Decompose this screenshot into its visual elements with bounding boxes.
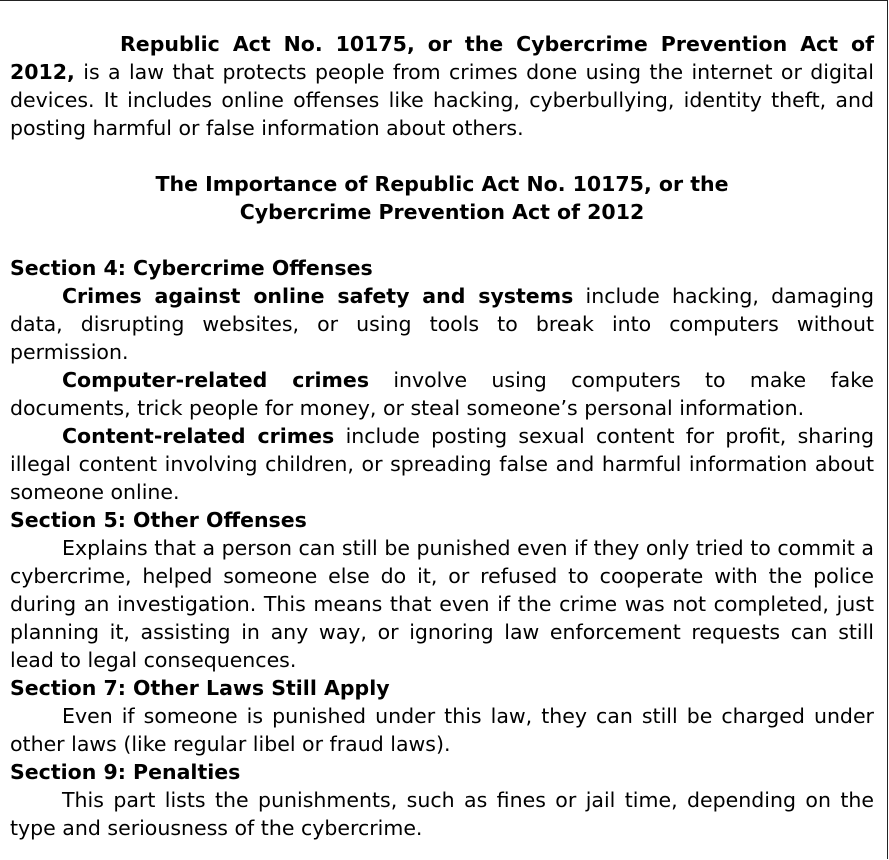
paragraph-lead: Content-related crimes	[62, 424, 335, 448]
section-title: Section 5: Other Offenses	[10, 508, 307, 532]
section-title: Section 4: Cybercrime Offenses	[10, 256, 373, 280]
act-title: Republic Act No. 10175, or the Cybercrime Prevention Act of 2012,	[10, 32, 874, 84]
section-paragraph	[10, 282, 874, 366]
section-paragraph: Even if someone is punished under this law, they can still be charged under other laws (like regular libel or fraud laws).	[10, 704, 874, 756]
paragraph-lead: Crimes against online safety and systems	[62, 284, 574, 308]
heading-line-1: The Importance of Republic Act No. 10175, or the	[155, 172, 729, 196]
paragraph-lead: Computer-related crimes	[62, 368, 370, 392]
document-heading	[10, 170, 874, 226]
paragraph-text: include posting sexual content for profit, sharing illegal content involving children, or spreading false and harmful information about someone online.	[10, 424, 874, 504]
section-7	[10, 674, 874, 758]
document-body	[10, 30, 874, 842]
section-paragraph	[10, 366, 874, 422]
section-4	[10, 254, 874, 506]
section-title: Section 7: Other Laws Still Apply	[10, 676, 390, 700]
paragraph-text: involve using computers to make fake documents, trick people for money, or steal someone’s personal information.	[10, 368, 874, 420]
section-paragraph: Explains that a person can still be punished even if they only tried to commit a cybercrime, helped someone else do it, or refused to cooperate with the police during an investigation. This means that even if the crime was not completed, just planning it, assisting in any way, or ignoring law enforcement requests can still lead to legal consequences.	[10, 536, 874, 672]
intro-text: is a law that protects people from crimes done using the internet or digital devices. It includes online offenses like hacking, cyberbullying, identity theft, and posting harmful or false information about others.	[10, 60, 874, 140]
section-paragraph: This part lists the punishments, such as fines or jail time, depending on the type and seriousness of the cybercrime.	[10, 788, 874, 840]
section-paragraph	[10, 422, 874, 506]
section-9	[10, 758, 874, 842]
section-5	[10, 506, 874, 674]
section-title: Section 9: Penalties	[10, 760, 241, 784]
heading-line-2: Cybercrime Prevention Act of 2012	[239, 200, 645, 224]
paragraph-text: include hacking, damaging data, disrupting websites, or using tools to break into computers without permission.	[10, 284, 874, 364]
intro-paragraph	[10, 30, 874, 142]
